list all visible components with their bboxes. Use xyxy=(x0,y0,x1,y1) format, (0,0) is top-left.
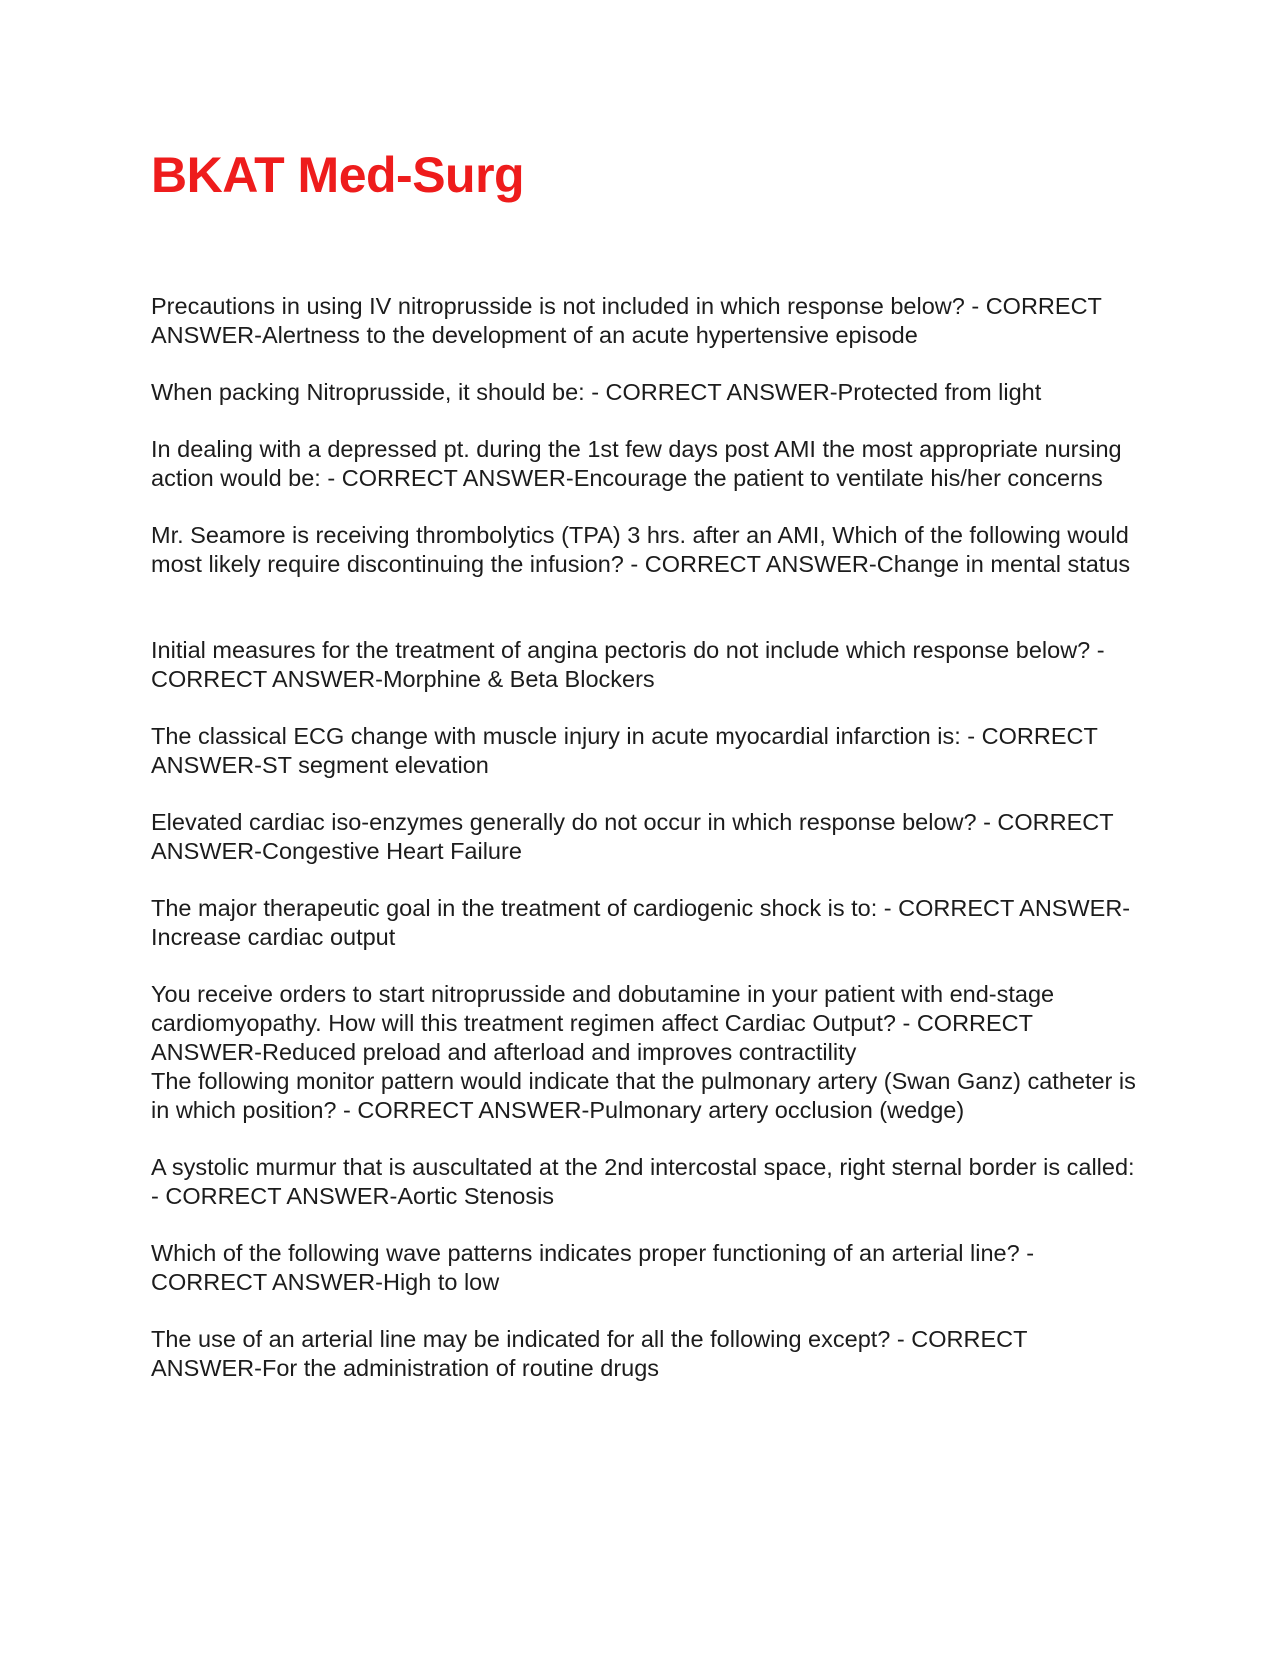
qa-item: When packing Nitroprusside, it should be: - CORRECT ANSWER-Protected from light xyxy=(151,379,1042,405)
qa-item: Initial measures for the treatment of angina pectoris do not include which response below? - CORRECT ANSWER-Morphine & Beta Blockers xyxy=(151,637,1105,692)
qa-item: A systolic murmur that is auscultated at the 2nd intercostal space, right sternal border is called: - CORRECT ANSWER-Aortic Stenosis xyxy=(151,1154,1135,1209)
qa-item: Which of the following wave patterns indicates proper functioning of an arterial line? - CORRECT ANSWER-High to low xyxy=(151,1240,1035,1295)
qa-item: The use of an arterial line may be indicated for all the following except? - CORRECT ANSWER-For the administration of routine drugs xyxy=(151,1326,1028,1381)
qa-item: You receive orders to start nitroprusside and dobutamine in your patient with end-stage cardiomyopathy. How will this treatment regimen affect Cardiac Output? - CORRECT ANSWER-Reduced preload and afterload and improves contractility xyxy=(151,981,1055,1065)
qa-item: Precautions in using IV nitroprusside is not included in which response below? - CORRECT ANSWER-Alertness to the development of an acute hypertensive episode xyxy=(151,293,1102,348)
qa-item: Elevated cardiac iso-enzymes generally do not occur in which response below? - CORRECT ANSWER-Congestive Heart Failure xyxy=(151,809,1114,864)
document-title: BKAT Med-Surg xyxy=(151,147,525,203)
qa-item: The following monitor pattern would indicate that the pulmonary artery (Swan Ganz) catheter is in which position? - CORRECT ANSWER-Pulmonary artery occlusion (wedge) xyxy=(151,1068,1136,1123)
qa-item: The classical ECG change with muscle injury in acute myocardial infarction is: - CORRECT ANSWER-ST segment elevation xyxy=(151,723,1098,778)
qa-list xyxy=(151,292,1136,1411)
qa-item: Mr. Seamore is receiving thrombolytics (TPA) 3 hrs. after an AMI, Which of the following would most likely require discontinuing the infusion? - CORRECT ANSWER-Change in mental status xyxy=(151,522,1131,577)
qa-item: In dealing with a depressed pt. during the 1st few days post AMI the most appropriate nursing action would be: - CORRECT ANSWER-Encourage the patient to ventilate his/her concerns xyxy=(151,436,1122,491)
qa-item: The major therapeutic goal in the treatment of cardiogenic shock is to: - CORRECT ANSWER-Increase cardiac output xyxy=(151,895,1131,950)
